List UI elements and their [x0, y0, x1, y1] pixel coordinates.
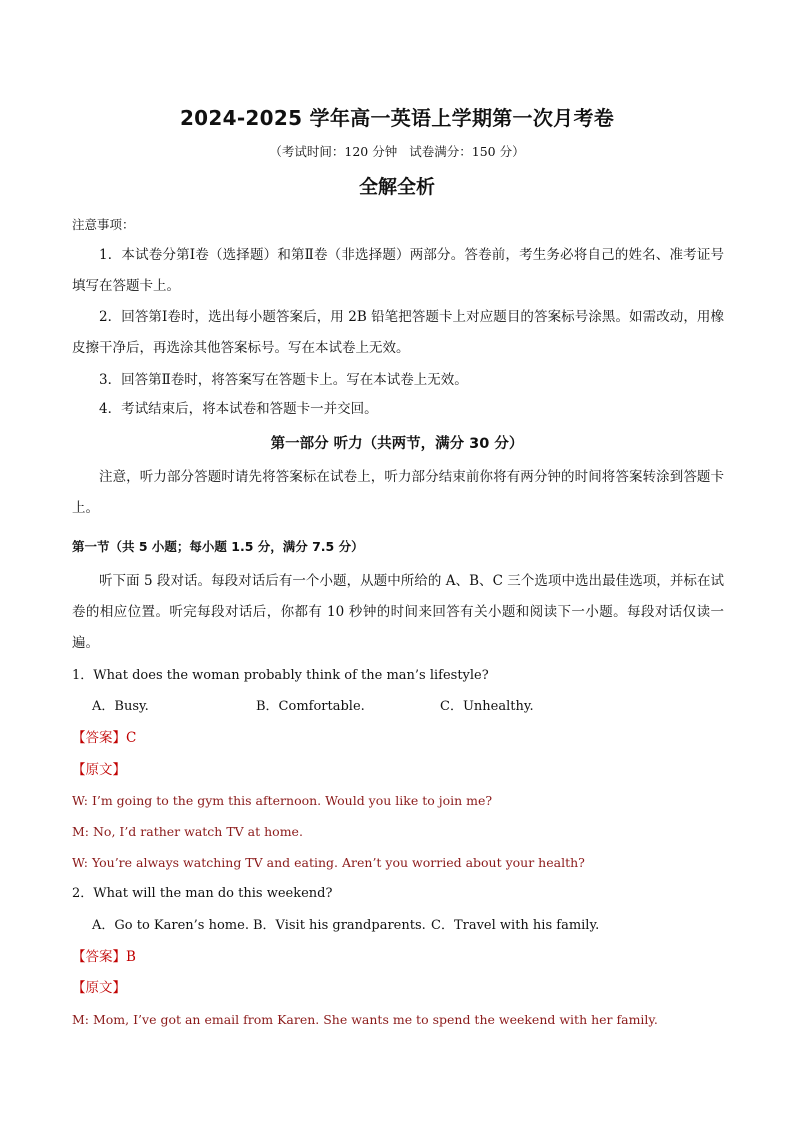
question-1-option-b: B．Comfortable.	[256, 699, 365, 714]
question-2-script-label: 【原文】	[72, 980, 126, 996]
question-1-script-line-1: W: I’m going to the gym this afternoon. Would you like to join me?	[72, 793, 493, 808]
notice-item-4: 4．考试结束后，将本试卷和答题卡一并交回。	[99, 401, 378, 417]
answer-label: 【答案】	[72, 730, 126, 746]
exam-time: （考试时间：120 分钟	[269, 144, 398, 159]
question-1-script-line-2: M: No, I’d rather watch TV at home.	[72, 824, 303, 839]
exam-subtitle: 全解全析	[358, 176, 435, 198]
notice-heading: 注意事项：	[72, 217, 135, 232]
part1-note: 注意，听力部分答题时请先将答案标在试卷上，听力部分结束前你将有两分钟的时间将答案转涂到答题卡上。	[72, 469, 724, 516]
answer-value: C	[126, 730, 137, 746]
question-2-script-line-1: M: Mom, I’ve got an email from Karen. She wants me to spend the weekend with her family.	[72, 1012, 658, 1027]
notice-item-1: 1．本试卷分第Ⅰ卷（选择题）和第Ⅱ卷（非选择题）两部分。答卷前，考生务必将自己的姓名、准考证号填写在答题卡上。	[72, 247, 724, 294]
question-2-option-c: C．Travel with his family.	[431, 918, 600, 933]
question-1-option-c: C．Unhealthy.	[440, 699, 534, 714]
question-1-option-a: A．Busy.	[92, 699, 149, 714]
exam-score: 试卷满分：150 分）	[409, 144, 525, 159]
question-2-option-a: A．Go to Karen’s home.	[92, 918, 249, 933]
notice-item-2: 2．回答第Ⅰ卷时，选出每小题答案后，用 2B 铅笔把答题卡上对应题目的答案标号涂黑。如需改动，用橡皮擦干净后，再选涂其他答案标号。写在本试卷上无效。	[72, 309, 724, 356]
answer-label: 【答案】	[72, 949, 126, 965]
question-2-answer	[72, 947, 136, 967]
notice-item-3: 3．回答第Ⅱ卷时，将答案写在答题卡上。写在本试卷上无效。	[99, 372, 468, 388]
question-1-stem: 1．What does the woman probably think of the man’s lifestyle?	[72, 668, 489, 683]
section1-intro: 听下面 5 段对话。每段对话后有一个小题，从题中所给的 A、B、C 三个选项中选出最佳选项，并标在试卷的相应位置。听完每段对话后，你都有 10 秒钟的时间来回答有关小题和阅读下一小题。每段对话仅读一遍。	[72, 573, 724, 651]
exam-meta	[0, 142, 794, 162]
answer-value: B	[126, 949, 136, 965]
question-2-stem: 2．What will the man do this weekend?	[72, 886, 333, 901]
part1-heading: 第一部分 听力（共两节，满分 30 分）	[270, 436, 524, 452]
question-1-script-line-3: W: You’re always watching TV and eating. Aren’t you worried about your health?	[72, 855, 585, 870]
question-2-option-b: B．Visit his grandparents.	[253, 918, 426, 933]
exam-title: 2024-2025 学年高一英语上学期第一次月考卷	[179, 106, 615, 130]
section1-heading: 第一节（共 5 小题；每小题 1.5 分，满分 7.5 分）	[72, 539, 364, 554]
question-1-script-label: 【原文】	[72, 762, 126, 778]
question-1-answer	[72, 728, 136, 748]
